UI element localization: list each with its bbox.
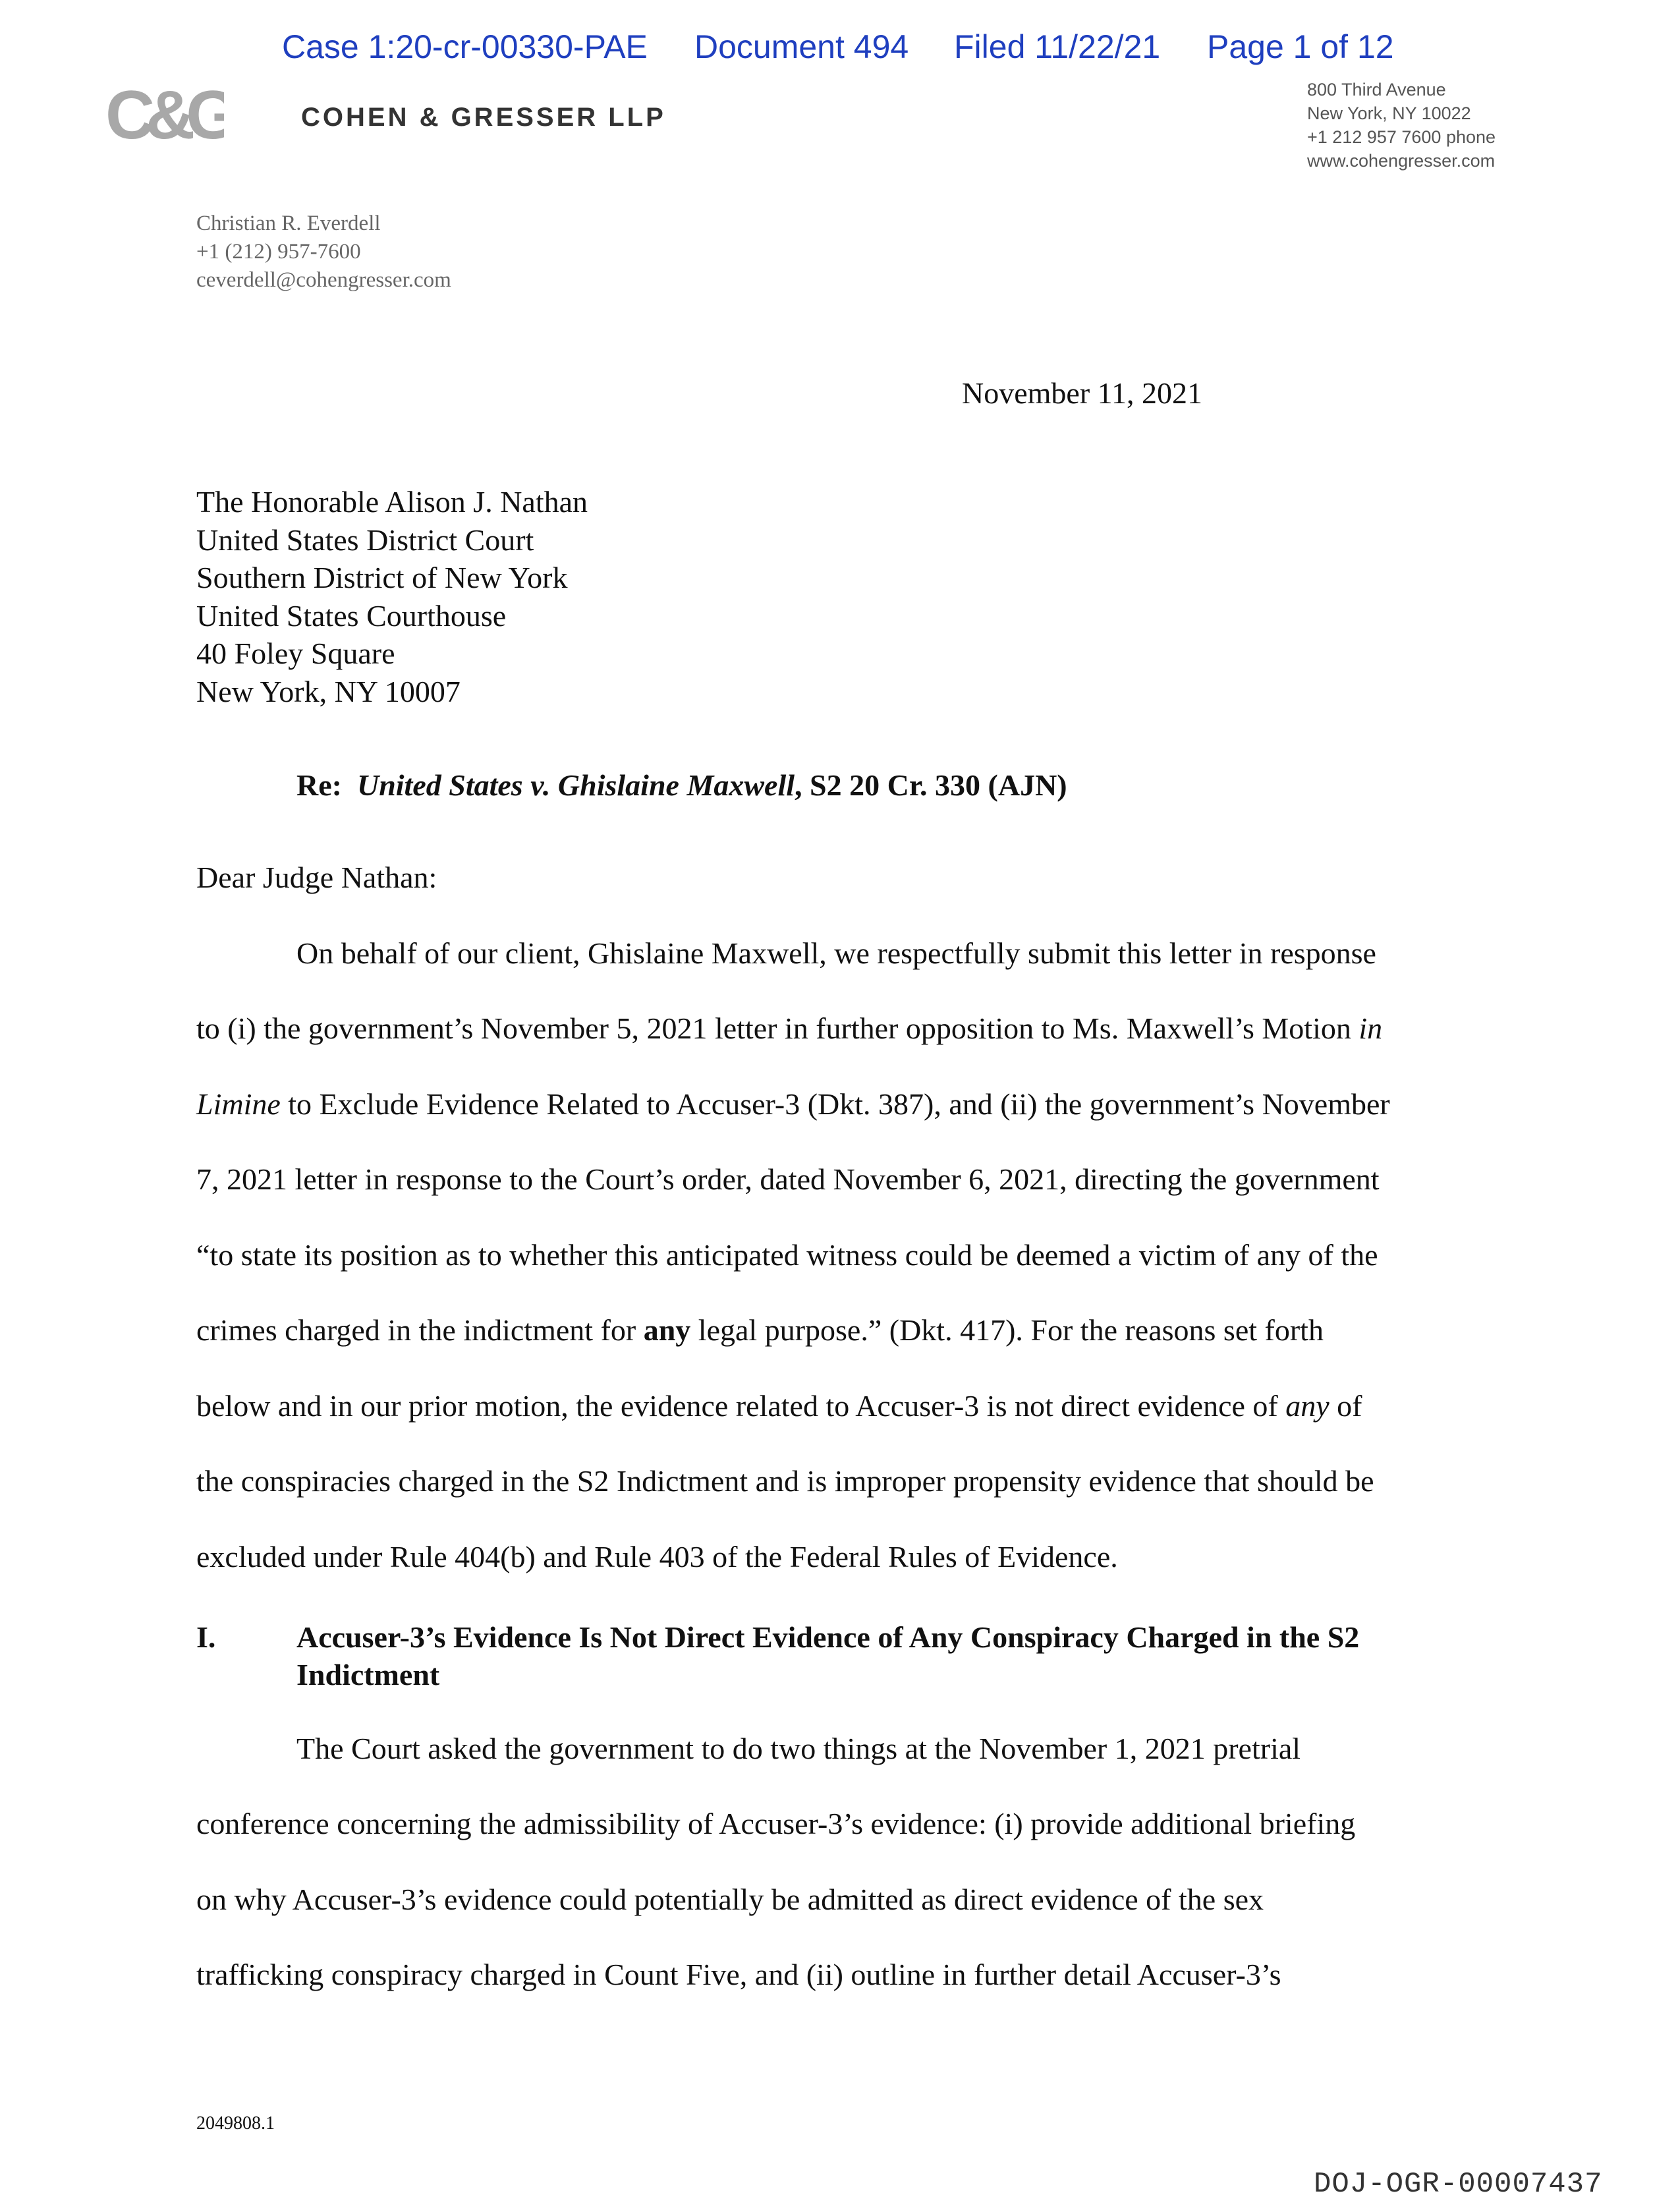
re-case-name: United States v. Ghislaine Maxwell <box>356 768 795 802</box>
firm-logo <box>105 78 224 150</box>
paragraph-line: On behalf of our client, Ghislaine Maxwell, we respectfully submit this letter in response <box>296 936 1376 970</box>
paragraph-line: to (i) the government’s November 5, 2021 letter in further opposition to Ms. Maxwell’s Motion in <box>196 1011 1383 1045</box>
paragraph-line: excluded under Rule 404(b) and Rule 403 of the Federal Rules of Evidence. <box>196 1540 1118 1574</box>
re-line <box>296 768 1067 803</box>
paragraph-line: on why Accuser-3’s evidence could potentially be admitted as direct evidence of the sex <box>196 1883 1264 1916</box>
salutation: Dear Judge Nathan: <box>196 861 437 894</box>
paragraph-line: trafficking conspiracy charged in Count Five, and (ii) outline in further detail Accuser-3’s <box>196 1958 1281 1991</box>
paragraph-line: The Court asked the government to do two things at the November 1, 2021 pretrial <box>296 1732 1301 1765</box>
address-phone: +1 212 957 7600 phone <box>1307 127 1496 147</box>
re-label: Re: <box>296 768 342 802</box>
recipient-line: The Honorable Alison J. Nathan <box>196 485 588 519</box>
document-id: 2049808.1 <box>196 2113 275 2134</box>
sender-email: ceverdell@cohengresser.com <box>196 268 451 292</box>
paragraph-line: conference concerning the admissibility of Accuser-3’s evidence: (i) provide additional briefing <box>196 1807 1356 1840</box>
ecf-case-number: Case 1:20-cr-00330-PAE <box>282 28 648 65</box>
ecf-document-number: Document 494 <box>694 28 909 65</box>
firm-name: COHEN & GRESSER LLP <box>301 103 666 132</box>
sender-block <box>196 210 451 295</box>
paragraph-line: 7, 2021 letter in response to the Court’s order, dated November 6, 2021, directing the government <box>196 1162 1380 1196</box>
paragraph-line: below and in our prior motion, the evidence related to Accuser-3 is not direct evidence of any of <box>196 1389 1362 1423</box>
re-case-number: , S2 20 Cr. 330 (AJN) <box>795 768 1067 802</box>
letter-date: November 11, 2021 <box>962 376 1202 410</box>
ecf-header-stamp <box>0 28 1680 74</box>
firm-address <box>1307 78 1496 173</box>
recipient-line: United States District Court <box>196 523 534 557</box>
section-heading <box>196 1618 1514 1697</box>
recipient-line: 40 Foley Square <box>196 637 395 670</box>
address-city: New York, NY 10022 <box>1307 103 1471 123</box>
paragraph-line: Limine to Exclude Evidence Related to Accuser-3 (Dkt. 387), and (ii) the government’s November <box>196 1087 1390 1121</box>
paragraph-line: crimes charged in the indictment for any legal purpose.” (Dkt. 417). For the reasons set forth <box>196 1313 1324 1347</box>
recipient-line: Southern District of New York <box>196 561 568 594</box>
sender-phone: +1 (212) 957-7600 <box>196 240 361 264</box>
section-title: Accuser-3’s Evidence Is Not Direct Evidence of Any Conspiracy Charged in the S2 Indictment <box>296 1620 1360 1691</box>
ecf-filed-date: Filed 11/22/21 <box>954 28 1161 65</box>
paragraph-line: “to state its position as to whether this anticipated witness could be deemed a victim of any of the <box>196 1238 1378 1272</box>
sender-name: Christian R. Everdell <box>196 212 381 235</box>
paragraph-line: the conspiracies charged in the S2 Indictment and is improper propensity evidence that should be <box>196 1464 1374 1498</box>
recipient-line: New York, NY 10007 <box>196 674 461 708</box>
address-website: www.cohengresser.com <box>1307 151 1496 171</box>
bates-number: DOJ-OGR-00007437 <box>1314 2168 1603 2201</box>
firm-logo-text: C&G <box>105 78 224 150</box>
recipient-address <box>196 483 588 710</box>
address-street: 800 Third Avenue <box>1307 80 1446 99</box>
section-number: I. <box>196 1620 216 1654</box>
ecf-page-count: Page 1 of 12 <box>1207 28 1394 65</box>
recipient-line: United States Courthouse <box>196 598 507 633</box>
